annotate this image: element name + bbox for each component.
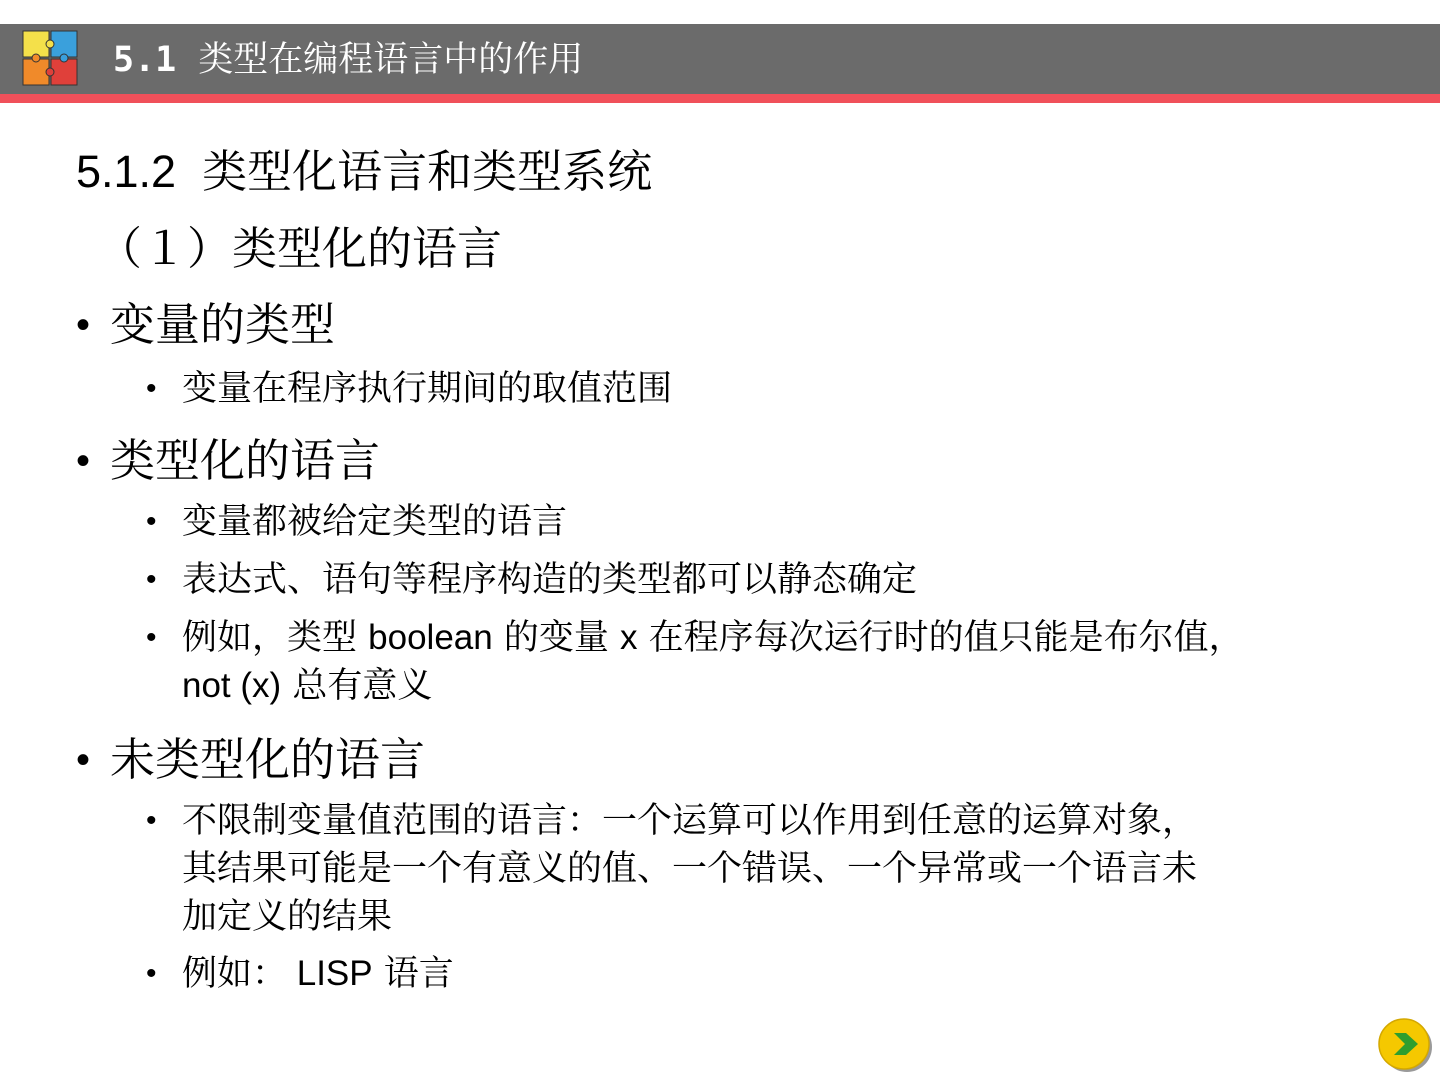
bullet-marker: •	[76, 439, 91, 483]
text-part: LISP	[287, 954, 373, 993]
bullet-marker: •	[146, 563, 157, 596]
text-part: 例如，类型	[182, 618, 369, 658]
slide-title	[113, 36, 583, 84]
header-stripe	[0, 94, 1440, 103]
bullet-marker: •	[146, 505, 157, 538]
bullet-text	[182, 797, 1376, 941]
bullet-marker: •	[76, 303, 91, 347]
sub-bullet-static-types	[146, 556, 1376, 604]
section-title-text: 类型化语言和类型系统	[202, 145, 653, 198]
bullet-marker: •	[146, 621, 157, 654]
bullet-marker: •	[146, 372, 157, 405]
section-number: 5.1.2	[76, 146, 177, 197]
bullet-text: 变量在程序执行期间的取值范围	[182, 369, 673, 409]
bullet-text: 表达式、语句等程序构造的类型都可以静态确定	[182, 560, 918, 600]
sub-bullet-typed-variables	[146, 498, 1376, 546]
bullet-marker: •	[76, 738, 91, 782]
slide-section-number: 5.1	[113, 40, 177, 80]
next-slide-button[interactable]	[1376, 1016, 1434, 1074]
text-part: 在程序每次运行时的值只能是布尔值，	[637, 618, 1244, 658]
slide-title-text: 类型在编程语言中的作用	[198, 40, 584, 80]
bullet-marker: •	[146, 804, 157, 837]
puzzle-pieces-logo-icon	[22, 30, 78, 86]
sub-bullet-value-range	[146, 365, 1376, 413]
text-part: 例如：	[182, 954, 288, 994]
text-part: boolean	[368, 618, 493, 657]
bullet-text: 未类型化的语言	[110, 733, 426, 786]
sub-bullet-unrestricted	[146, 797, 1376, 941]
bullet-text: 变量都被给定类型的语言	[182, 502, 568, 542]
bullet-text: 变量的类型	[110, 298, 336, 351]
subsection-heading: （１）类型化的语言	[97, 222, 503, 275]
text-line: 加定义的结果	[182, 897, 393, 937]
text-part: 的变量	[492, 618, 620, 658]
sub-bullet-lisp-example	[146, 950, 1376, 998]
bullet-text	[182, 614, 1376, 710]
sub-bullet-boolean-example	[146, 614, 1376, 710]
bullet-text: 类型化的语言	[110, 434, 381, 487]
text-part: 总有意义	[281, 666, 433, 706]
text-part: not (x)	[182, 666, 282, 705]
bullet-marker: •	[146, 957, 157, 990]
text-part: x	[619, 618, 638, 657]
section-heading	[76, 143, 652, 201]
text-line: 不限制变量值范围的语言：一个运算可以作用到任意的运算对象，	[182, 801, 1198, 841]
text-line: 其结果可能是一个有意义的值、一个错误、一个异常或一个语言未	[182, 849, 1198, 889]
text-part: 语言	[372, 954, 454, 994]
bullet-text	[182, 950, 1376, 998]
